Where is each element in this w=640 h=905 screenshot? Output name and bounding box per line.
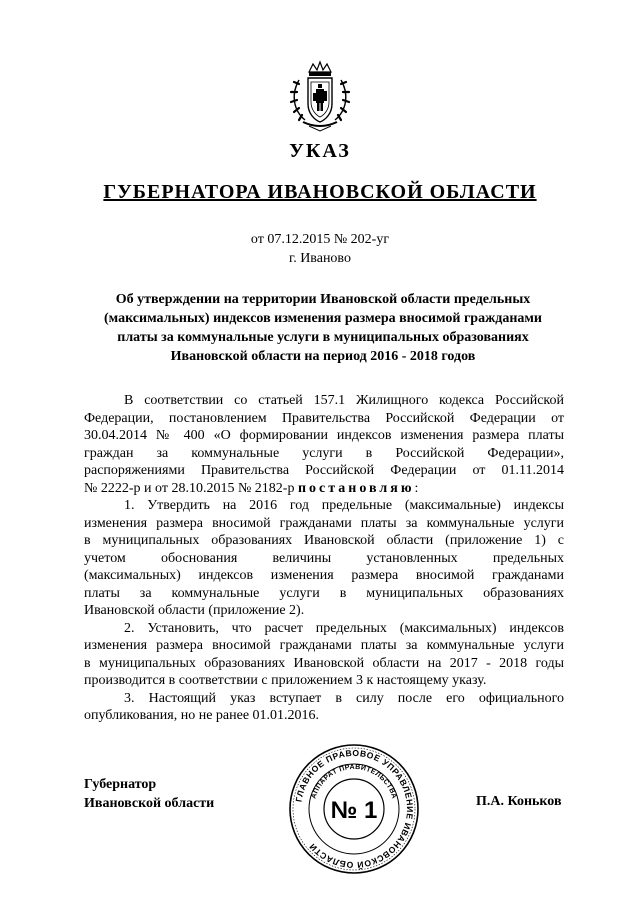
issuer-title: ГУБЕРНАТОРА ИВАНОВСКОЙ ОБЛАСТИ (103, 181, 537, 203)
signatory-post-line: Ивановской области (84, 796, 215, 811)
body-line: в муниципальных образованиях Ивановской области (приложение 1) с (84, 533, 564, 548)
body-line: 3. Настоящий указ вступает в силу после его официального (124, 690, 564, 706)
body-line: 30.04.2014 № 400 «О формировании индексов изменения размера платы (84, 428, 564, 443)
body-line: № 2222-р и от 28.10.2015 № 2182-р постановляю: (84, 480, 419, 496)
body-line: в муниципальных образованиях Ивановской области на 2017 - 2018 годы (84, 655, 564, 671)
body-line: Федерации, постановлением Правительства Российской Федерации от (84, 410, 564, 426)
body-line: (максимальных) индексов изменения размера вносимой гражданами (84, 568, 564, 583)
decree-word: постановляю (297, 480, 415, 496)
seal-inner-text: АППАРАТ ПРАВИТЕЛЬСТВА (310, 763, 398, 800)
body-line: изменения размера вносимой гражданами платы за коммунальные услуги (84, 638, 564, 653)
document-body (84, 392, 564, 725)
body-line: производится в соответствии с приложением 3 к настоящему указу. (84, 673, 487, 688)
subject-line: (максимальных) индексов изменения размера вносимой гражданами (103, 311, 542, 326)
body-line: 1. Утвердить на 2016 год предельные (максимальные) индексы (124, 498, 564, 513)
coat-of-arms-icon (289, 60, 351, 132)
body-line: Ивановской области (приложение 2). (84, 603, 305, 618)
document-subject (82, 290, 564, 366)
body-line: изменения размера вносимой гражданами платы за коммунальные услуги (84, 515, 564, 531)
subject-line: Об утверждении на территории Ивановской области предельных (115, 292, 531, 307)
body-text: № 2222-р и от 28.10.2015 № 2182-р (84, 480, 295, 496)
subject-line: платы за коммунальные услуги в муниципальных образованиях (117, 330, 529, 345)
document-type-title: УКАЗ (289, 140, 351, 162)
svg-text:АППАРАТ ПРАВИТЕЛЬСТВА (310, 764, 397, 800)
seal-outer-text: ГЛАВНОЕ ПРАВОВОЕ УПРАВЛЕНИЕ ИВАНОВСКОЙ ОБЛАСТИ (293, 747, 416, 871)
city: г. Иваново (289, 251, 351, 266)
body-line: платы за коммунальные услуги в муниципальных образованиях (84, 585, 564, 601)
date-number: от 07.12.2015 № 202-уг (250, 232, 390, 247)
round-stamp-seal (287, 742, 421, 876)
body-line: граждан за коммунальные услуги в Российской Федерации», (84, 445, 564, 461)
signatory-post-line: Губернатор (84, 777, 157, 792)
body-line: распоряжениями Правительства Российской Федерации от 01.11.2014 (84, 463, 564, 478)
body-line: 2. Установить, что расчет предельных (максимальных) индексов (124, 620, 564, 636)
signatory-name: П.А. Коньков (476, 794, 562, 809)
body-line: учетом обоснования величины установленных предельных (84, 550, 564, 566)
body-line: В соответствии со статьей 157.1 Жилищного кодекса Российской (124, 393, 564, 408)
seal-number: № 1 (330, 797, 378, 824)
body-line: опубликования, но не ранее 01.01.2016. (84, 708, 320, 723)
signatory-post (84, 775, 214, 813)
subject-line: Ивановской области на период 2016 - 2018 годов (170, 349, 476, 364)
